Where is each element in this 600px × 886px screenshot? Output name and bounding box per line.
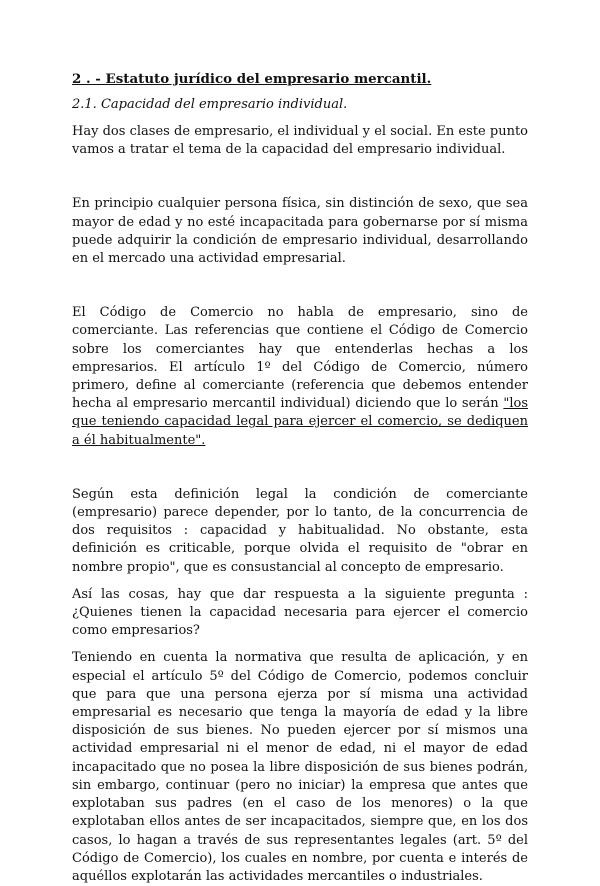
paragraph-3 [72, 304, 528, 450]
subsection-heading: 2.1. Capacidad del empresario individual. [72, 97, 348, 112]
section-heading: 2 . - Estatuto jurídico del empresario mercantil. [72, 71, 432, 87]
paragraph-1: Hay dos clases de empresario, el individual y el social. En este punto vamos a tratar el tema de la capacidad del empresario individual. [72, 124, 528, 158]
paragraph-2: En principio cualquier persona física, sin distinción de sexo, que sea mayor de edad y no esté incapacitada para gobernarse por sí misma puede adquirir la condición de empresario individual, desarrollando en el mercado una actividad empresarial. [72, 196, 528, 267]
legal-definition-quote: "los que teniendo capacidad legal para ejercer el comercio, se dediquen a él habitualmente". [72, 396, 528, 448]
paragraph-6: Teniendo en cuenta la normativa que resulta de aplicación, y en especial el artículo 5º del Código de Comercio, podemos concluir que para que una persona ejerza por sí misma una actividad empresarial es necesario que tenga la mayoría de edad y la libre disposición de sus bienes. No pueden ejercer por sí mismos una actividad empresarial ni el menor de edad, ni el mayor de edad incapacitado que no posea la libre disposición de sus bienes podrán, sin embargo, continuar (pero no iniciar) la empresa que antes que explotaban sus padres (en el caso de los menores) o la que explotaban ellos antes de ser incapacitados, siempre que, en los dos casos, lo hagan a través de sus representantes legales (art. 5º del Código de Comercio), los cuales en nombre, por cuenta e interés de aquéllos explotarán las actividades mercantiles o industriales. [72, 650, 528, 884]
paragraph-5: Así las cosas, hay que dar respuesta a la siguiente pregunta : ¿Quienes tienen la capacidad necesaria para ejercer el comercio como empresarios? [72, 586, 528, 639]
paragraph-4: Según esta definición legal la condición de comerciante (empresario) parece depender, por lo tanto, de la concurrencia de dos requisitos : capacidad y habitualidad. No obstante, esta definición es criticable, porque olvida el requisito de "obrar en nombre propio", que es consustancial al concepto de empresario. [72, 486, 528, 575]
paragraph-3-text: El Código de Comercio no habla de empresario, sino de comerciante. Las referencias que contiene el Código de Comercio sobre los comerciantes hay que entenderlas hechas a los empresarios. El artículo 1º del Código de Comercio, número primero, define al comerciante (referencia que debemos entender hecha al empresario mercantil individual) diciendo que lo serán [72, 305, 528, 412]
document-page [72, 70, 528, 886]
